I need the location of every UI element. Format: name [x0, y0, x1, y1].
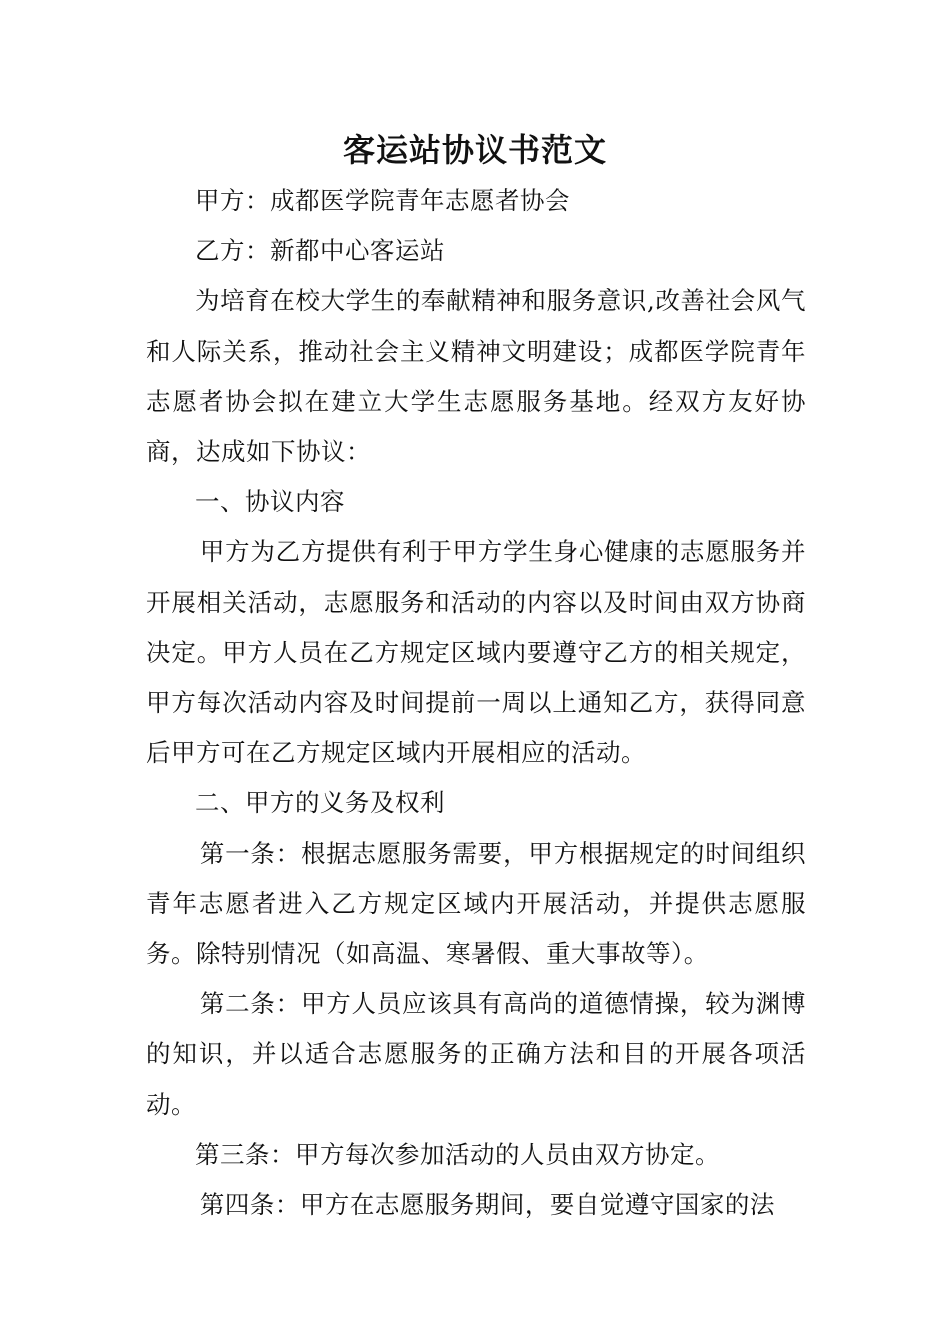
article-3-paragraph: 第三条：甲方每次参加活动的人员由双方协定。	[195, 1139, 720, 1169]
document-title: 客运站协议书范文	[342, 131, 607, 169]
section-heading-agreement-content: 一、协议内容	[195, 487, 345, 517]
party-b-line: 乙方：新都中心客运站	[195, 236, 445, 266]
article-2-paragraph: 第二条：甲方人员应该具有高尚的道德情操，较为渊博的知识，并以适合志愿服务的正确方法和目的开展各项活动。	[146, 989, 806, 1119]
section-heading-party-a-obligations: 二、甲方的义务及权利	[195, 788, 445, 818]
party-a-line: 甲方：成都医学院青年志愿者协会	[195, 186, 570, 215]
preamble-paragraph: 为培育在校大学生的奉献精神和服务意识,改善社会风气和人际关系，推动社会主义精神文明建设；成都医学院青年志愿者协会拟在建立大学生志愿服务基地。经双方友好协商，达成如下协议：	[146, 286, 806, 467]
agreement-content-paragraph: 甲方为乙方提供有利于甲方学生身心健康的志愿服务并开展相关活动，志愿服务和活动的内容以及时间由双方协商决定。甲方人员在乙方规定区域内要遵守乙方的相关规定，甲方每次活动内容及时间提前一周以上通知乙方，获得同意后甲方可在乙方规定区域内开展相应的活动。	[146, 537, 806, 768]
document-body	[146, 176, 806, 1230]
article-4-paragraph: 第四条：甲方在志愿服务期间，要自觉遵守国家的法	[199, 1190, 775, 1220]
article-1-paragraph: 第一条：根据志愿服务需要，甲方根据规定的时间组织青年志愿者进入乙方规定区域内开展活动，并提供志愿服务。除特别情况（如高温、寒暑假、重大事故等）。	[146, 838, 806, 969]
